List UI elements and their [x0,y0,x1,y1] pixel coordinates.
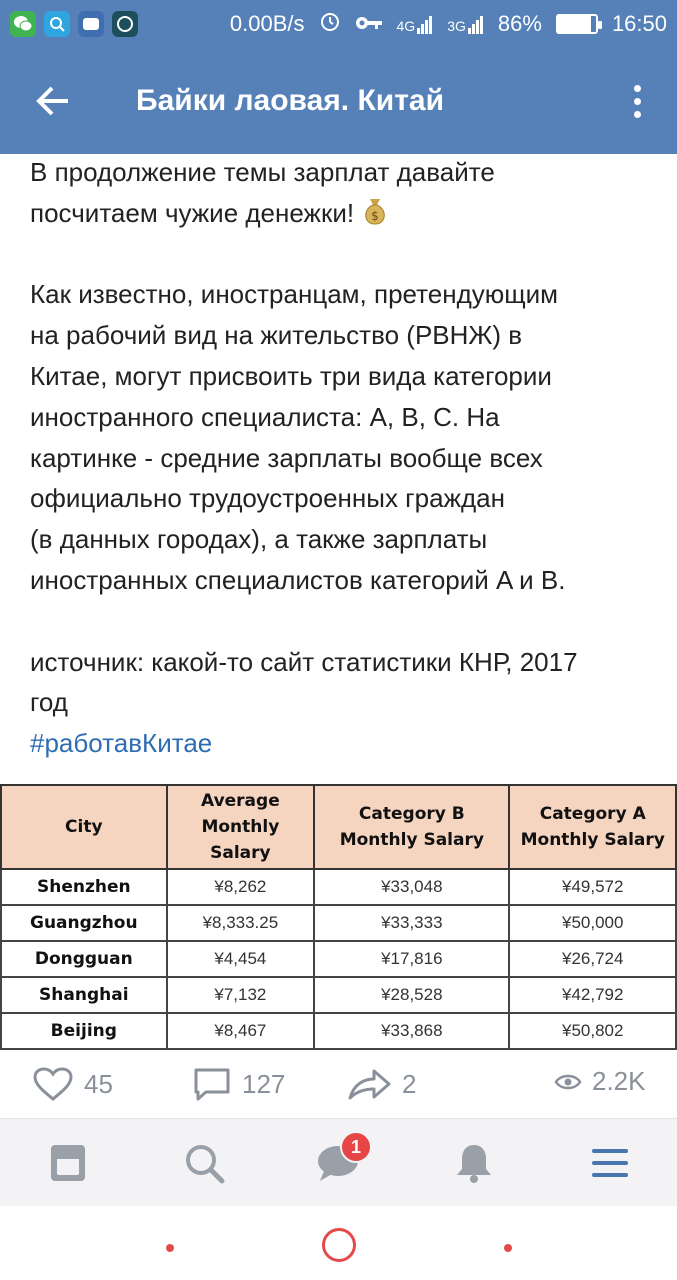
post-line: (в данных городах), а также зарплаты [30,524,488,555]
table-row [1,941,676,977]
clock: 16:50 [611,11,667,36]
newsfeed-icon [49,1143,87,1183]
notification-icons [10,11,138,37]
sys-back-button[interactable] [166,1244,174,1252]
comment-icon [192,1066,232,1102]
table-row [1,869,676,905]
category-b-cell: ¥33,333 [314,905,509,941]
average-cell: ¥4,454 [167,941,315,977]
header-category-a: Category A Monthly Salary [509,785,676,869]
share-count: 2 [402,1068,417,1099]
salary-table [0,784,677,1050]
share-button[interactable] [346,1066,416,1102]
page-title: Байки лаовая. Китай [136,84,445,117]
dot-icon [634,98,641,105]
battery-percent: 86% [497,11,542,36]
hashtag-link[interactable]: #работавКитае [30,728,213,759]
hamburger-menu-icon [590,1147,630,1179]
city-cell: Guangzhou [1,905,167,941]
sys-home-button[interactable] [322,1228,356,1262]
category-b-cell: ¥17,816 [314,941,509,977]
dot-icon [634,85,641,92]
table-row [1,905,676,941]
nav-menu-button[interactable] [584,1137,636,1189]
status-bar [0,0,677,48]
heart-icon [32,1066,74,1102]
system-navigation [0,1206,677,1280]
category-b-cell: ¥33,048 [314,869,509,905]
key-icon [355,11,383,37]
post-line-text: посчитаем чужие денежки! [30,197,355,228]
category-b-cell: ¥33,868 [314,1013,509,1049]
city-cell: Shenzhen [1,869,167,905]
back-button[interactable] [0,48,106,154]
header-category-b: Category B Monthly Salary [314,785,509,869]
like-count: 45 [84,1068,113,1099]
category-a-cell: ¥50,802 [509,1013,676,1049]
comment-count: 127 [242,1068,286,1099]
city-cell: Shanghai [1,977,167,1013]
nav-notifications-button[interactable] [448,1137,500,1189]
post-line: иностранных специалистов категорий A и B. [30,564,566,595]
signal-3g-icon: 3G [447,14,484,34]
source-line: источник: какой-то сайт статистики КНР, 2017 [30,646,578,677]
post-line [30,193,650,234]
share-icon [346,1066,392,1102]
battery-icon [556,14,598,34]
table-row [1,977,676,1013]
overflow-menu-button[interactable] [597,48,677,154]
post-line: В продолжение темы зарплат давайте [30,157,495,187]
messenger-icon [78,11,104,37]
views-counter [554,1066,646,1097]
post-line: официально трудоустроенных граждан [30,483,505,514]
unread-badge: 1 [340,1131,372,1163]
battery-level [558,16,591,32]
alarm-icon [319,10,341,38]
wechat-icon [10,11,36,37]
average-cell: ¥7,132 [167,977,315,1013]
svg-text:$: $ [371,208,380,223]
bottom-navigation [0,1118,677,1206]
nav-messages-button[interactable] [312,1137,364,1189]
city-cell: Beijing [1,1013,167,1049]
eye-icon [554,1072,582,1092]
post-line: Как известно, иностранцам, претендующим [30,279,559,310]
spacer [30,234,650,275]
nav-search-button[interactable] [178,1137,230,1189]
nav-news-button[interactable] [42,1137,94,1189]
average-cell: ¥8,333.25 [167,905,315,941]
money-bag-icon [361,196,389,226]
search-app-icon [44,11,70,37]
category-a-cell: ¥42,792 [509,977,676,1013]
average-cell: ¥8,262 [167,869,315,905]
header-city: City [1,785,167,869]
sys-recents-button[interactable] [504,1244,512,1252]
post-actions [0,1052,677,1116]
network-speed: 0.00B/s [229,11,305,36]
signal-4g-icon: 4G [397,14,434,34]
source-line: год [30,687,68,718]
category-a-cell: ¥49,572 [509,869,676,905]
browser-icon [112,11,138,37]
views-count: 2.2K [592,1066,646,1096]
arrow-left-icon [36,86,70,116]
like-button[interactable] [32,1066,113,1102]
salary-table-image[interactable] [0,784,677,1040]
system-indicators [230,10,667,38]
post-line: на рабочий вид на жительство (РВНЖ) в [30,320,523,351]
table-header-row [1,785,676,869]
spacer [30,601,650,642]
category-a-cell: ¥50,000 [509,905,676,941]
app-bar [0,48,677,154]
average-cell: ¥8,467 [167,1013,315,1049]
header-average: Average Monthly Salary [167,785,315,869]
category-a-cell: ¥26,724 [509,941,676,977]
city-cell: Dongguan [1,941,167,977]
search-icon [183,1142,225,1184]
bell-icon [454,1142,494,1184]
comment-button[interactable] [192,1066,285,1102]
dot-icon [634,111,641,118]
table-row [1,1013,676,1049]
post-line: картинке - средние зарплаты вообще всех [30,442,543,473]
post-line: иностранного специалиста: A, B, C. На [30,401,500,432]
post-line: Китае, могут присвоить три вида категории [30,360,552,391]
category-b-cell: ¥28,528 [314,977,509,1013]
post-body [30,152,650,764]
